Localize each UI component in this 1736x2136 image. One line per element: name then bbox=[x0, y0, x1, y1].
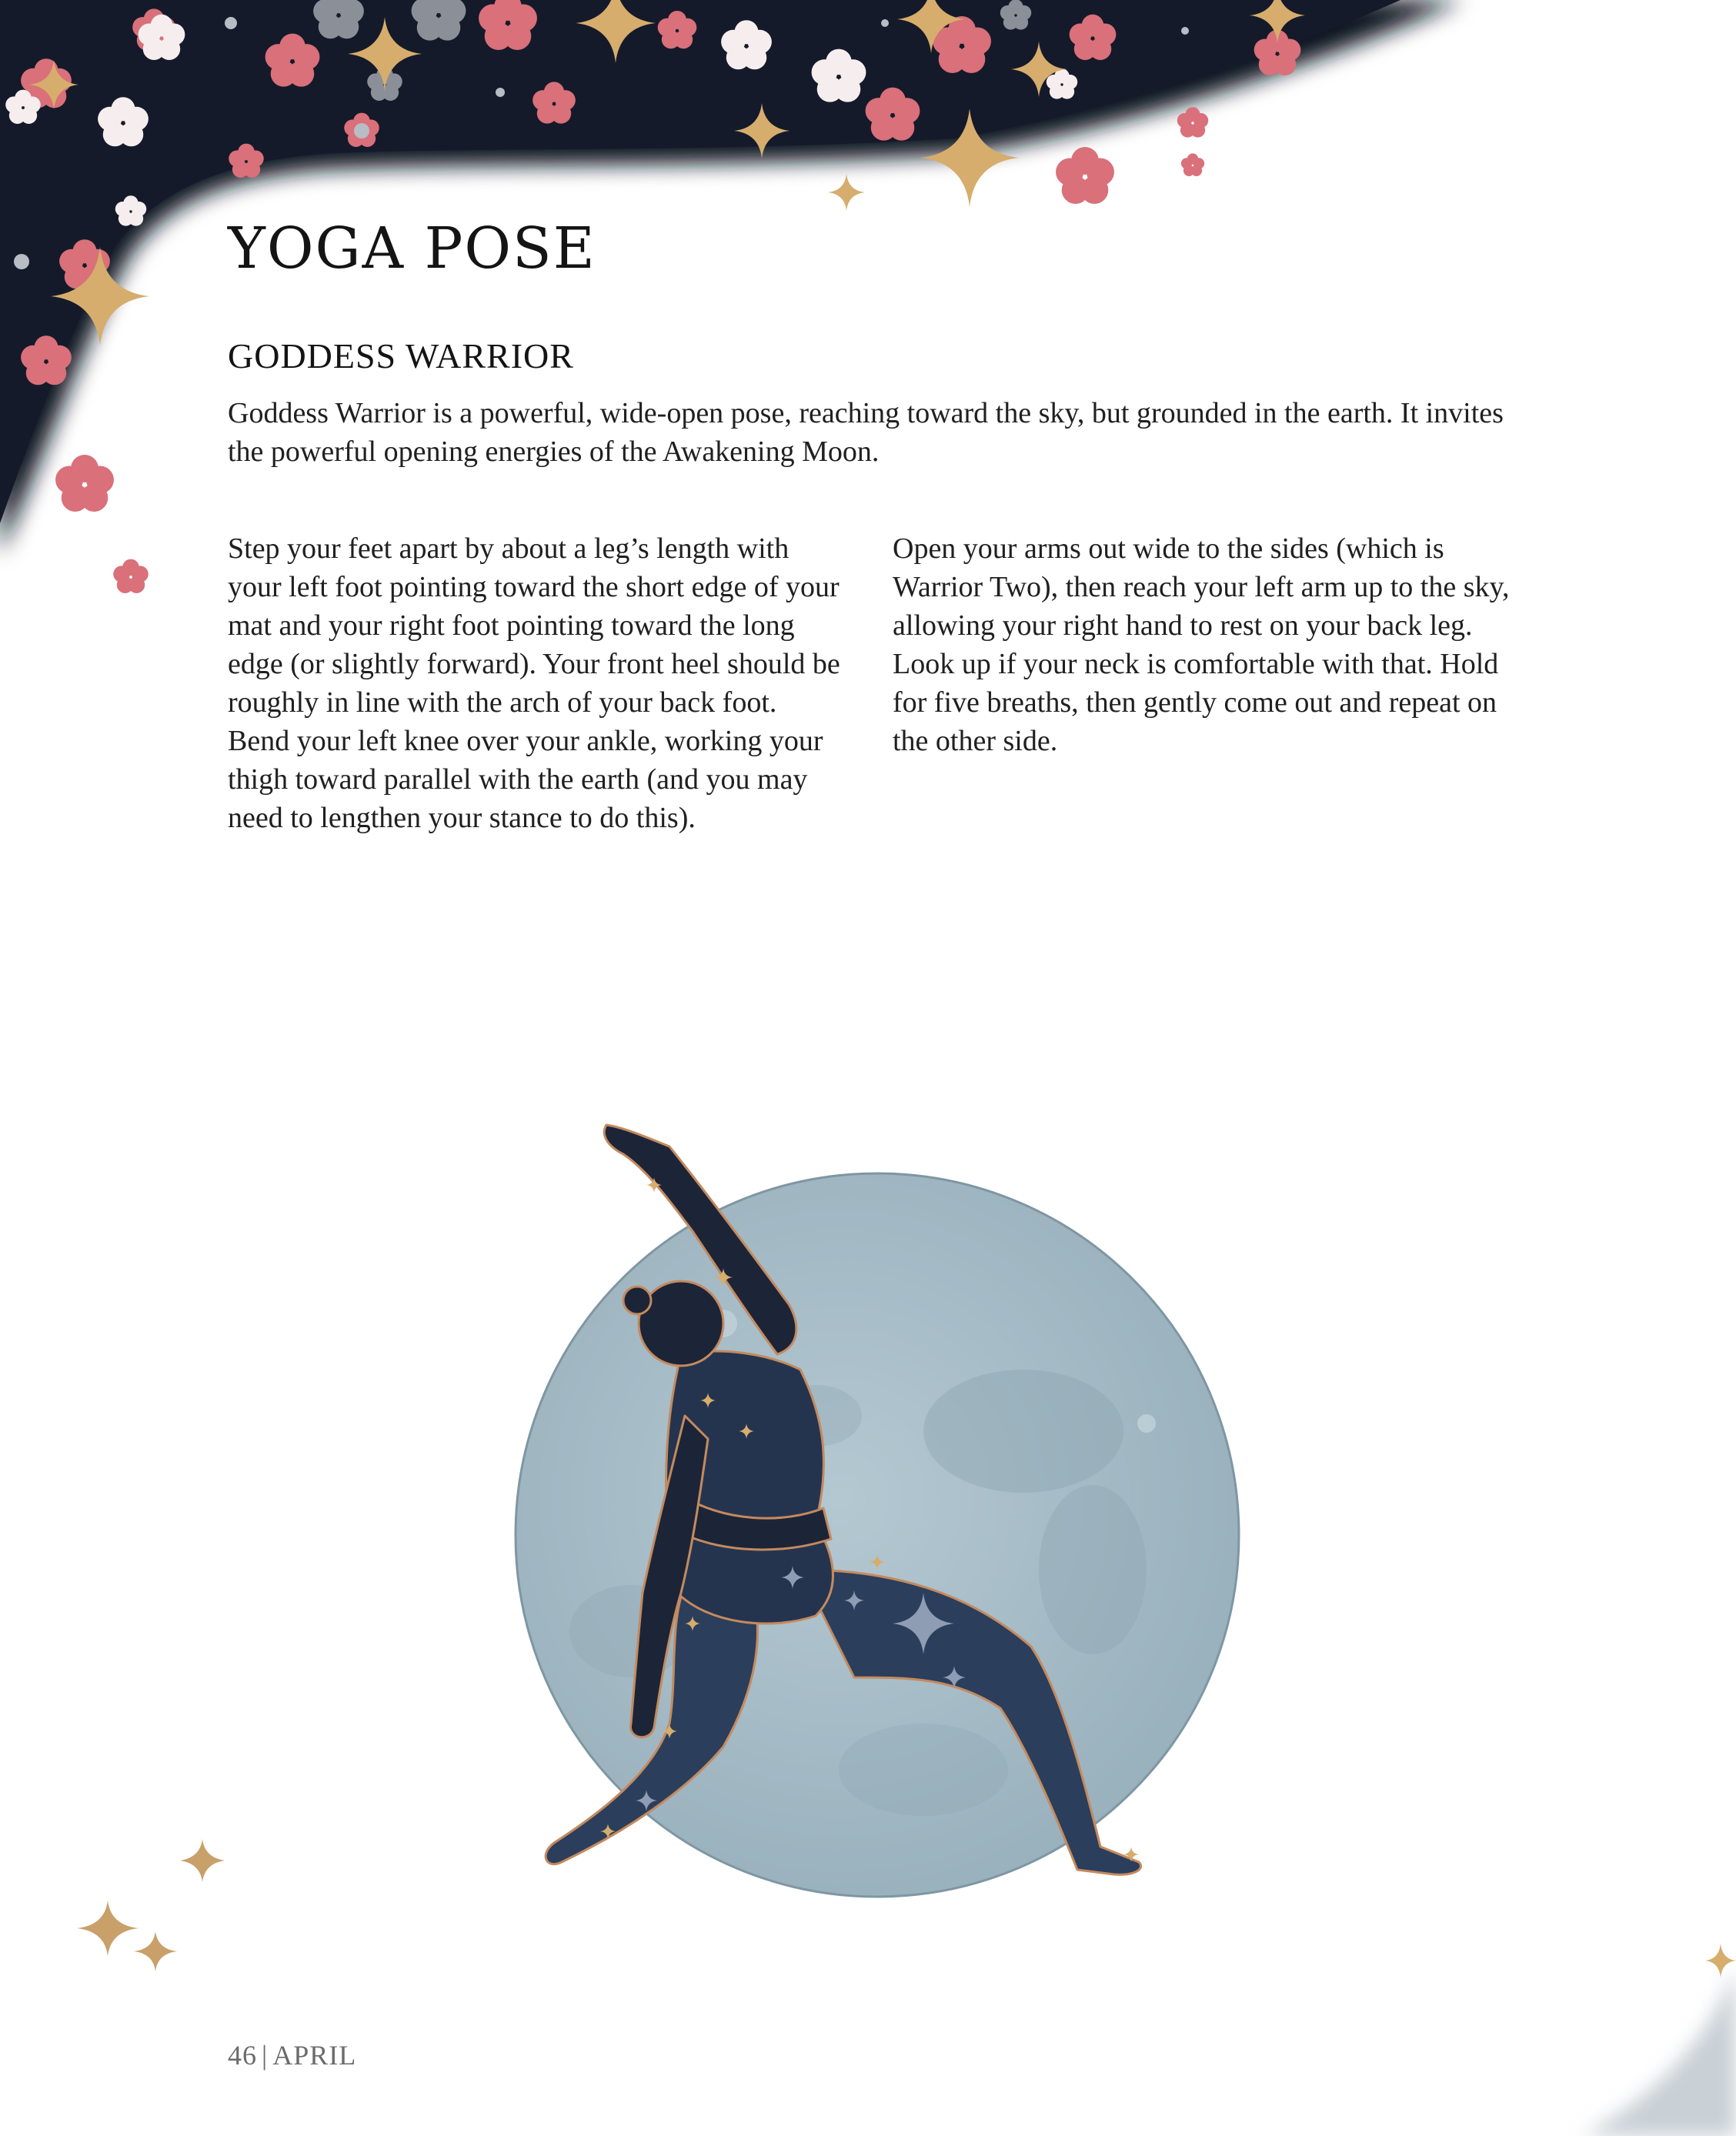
instructions-right-column: Open your arms out wide to the sides (which is Warrior Two), then reach your left arm up to the sky, allowing your right hand to rest on your back leg. Look up if your neck is comfortable with that. Hold for five breaths, then gently come out and repeat on the other side. bbox=[893, 532, 1510, 757]
sparkle-cluster bbox=[62, 1824, 246, 1985]
instructions-left-column: Step your feet apart by about a leg’s length with your left foot pointing toward the short edge of your mat and your right foot pointing toward the long edge (or slightly forward). Your front heel should be roughly in line with the arch of your back foot. Bend your left knee over your ankle, working your thigh toward parallel with the earth (and you may need to lengthen your stance to do this). bbox=[228, 532, 840, 834]
folio-separator: | bbox=[262, 2040, 269, 2071]
sparkle-icon bbox=[77, 1839, 225, 1971]
goddess-warrior-illustration bbox=[492, 1093, 1270, 1908]
page-number: 46 bbox=[228, 2040, 257, 2071]
page-title: YOGA POSE bbox=[228, 215, 596, 282]
corner-sky-decoration bbox=[1536, 1921, 1736, 2136]
folio bbox=[228, 2039, 356, 2071]
sparkle-icon bbox=[1705, 1944, 1736, 1977]
night-sky-decoration bbox=[0, 0, 1736, 616]
pose-intro: Goddess Warrior is a powerful, wide-open pose, reaching toward the sky, but grounded in the earth. It invites the powerful opening energies of the Awakening Moon. bbox=[228, 397, 1504, 468]
pose-heading: GODDESS WARRIOR bbox=[228, 336, 574, 375]
section-month: APRIL bbox=[272, 2040, 357, 2071]
